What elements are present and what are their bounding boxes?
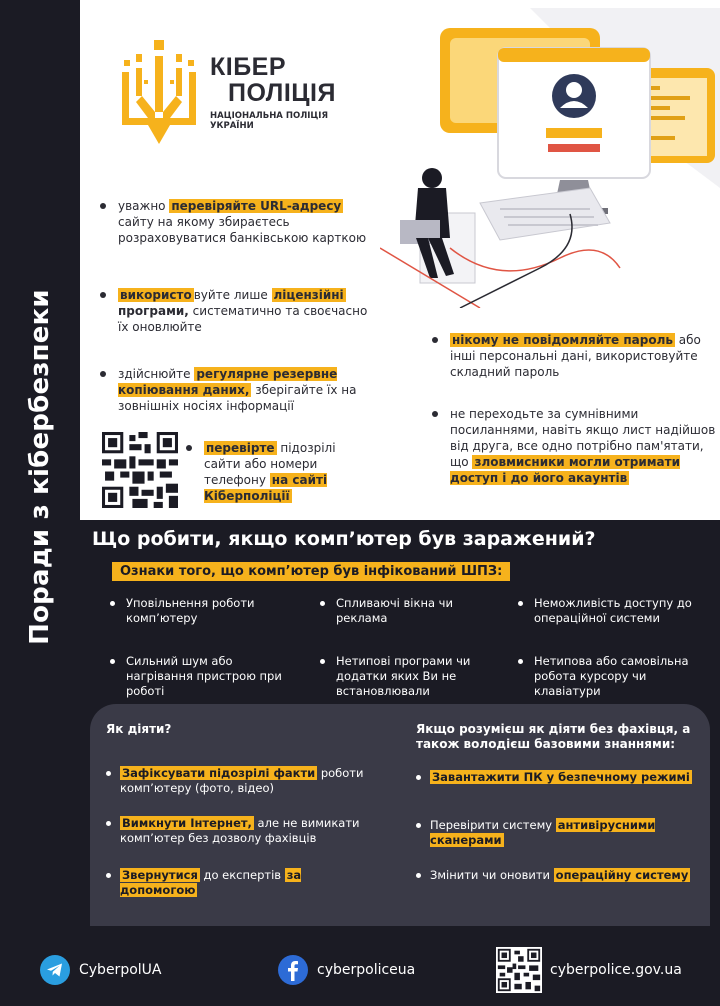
bullet-icon <box>320 659 325 664</box>
sign-item: Нетипові програми чи додатки яких Ви не встановлювали <box>320 654 495 699</box>
trident-logo-icon <box>118 40 200 144</box>
website-url: cyberpolice.gov.ua <box>550 962 682 978</box>
sign-item: Спливаючі вікна чи реклама <box>320 596 495 626</box>
facebook-link[interactable] <box>278 952 415 988</box>
logo-wordmark <box>210 54 340 131</box>
tip-suspicious-links: не переходьте за сумнівними посиланнями, навіть якщо лист надійшов від друга, все одно потрібно пам'ятати, що зловмисники могли отримати доступ і до його акаунтів <box>432 406 717 486</box>
logo-subtitle: НАЦІОНАЛЬНА ПОЛІЦІЯ УКРАЇНИ <box>210 111 329 131</box>
logo-line-1: КІБЕР <box>210 53 287 81</box>
tip-password: нікому не повідомляйте пароль або інші персональні дані, використовуйте складний пароль <box>432 332 712 380</box>
qr-code-icon <box>102 432 178 508</box>
sign-item: Нетипова або самовільна робота курсору чи клавіатури <box>518 654 693 699</box>
telegram-link[interactable] <box>40 952 161 988</box>
bullet-icon <box>518 601 523 606</box>
bullet-icon <box>106 771 111 776</box>
bullet-icon <box>100 292 106 298</box>
bullet-icon <box>432 337 438 343</box>
signs-banner: Ознаки того, що комп’ютер був інфікований ШПЗ: <box>112 562 510 581</box>
infected-section <box>80 520 720 934</box>
bullet-icon <box>100 203 106 209</box>
qr-code-icon <box>496 947 542 993</box>
bullet-icon <box>100 371 106 377</box>
telegram-handle: CyberpolUA <box>79 962 162 978</box>
tip-check-url: уважно перевіряйте URL-адресу сайту на якому збираєтесь розраховуватися банківською карткою <box>100 198 370 246</box>
hacker-illustration <box>380 8 720 308</box>
bullet-icon <box>186 445 192 451</box>
action-item: Завантажити ПК у безпечному режимі <box>416 770 696 785</box>
tips-section <box>80 0 720 520</box>
tip-licensed-software: використо вуйте лише ліцензійні програми, систематично та своєчасно їх оновлюйте <box>100 287 370 335</box>
bullet-icon <box>106 821 111 826</box>
logo-line-2: ПОЛІЦІЯ <box>228 79 336 107</box>
bullet-icon <box>110 659 115 664</box>
website-link[interactable] <box>496 947 682 993</box>
tip-verify-sites: перевірте підозрілі сайти або номери телефону на сайті Кіберполіції <box>186 440 336 504</box>
telegram-icon <box>40 955 70 985</box>
bullet-icon <box>416 823 421 828</box>
facebook-handle: cyberpoliceua <box>317 962 416 978</box>
tip-backup: здійснюйте регулярне резервне копіювання даних, зберігайте їх на зовнішніх носіях інформації <box>100 366 370 414</box>
bullet-icon <box>416 873 421 878</box>
sidebar <box>0 0 80 934</box>
bullet-icon <box>432 411 438 417</box>
actions-right-title: Якщо розумієш як діяти без фахівця, а також володієш базовими знаннями: <box>416 722 691 751</box>
cyberpolice-logo <box>118 40 368 150</box>
action-item: Перевірити систему антивірусними сканерами <box>416 818 696 848</box>
action-item: Змінити чи оновити операційну систему <box>416 868 696 883</box>
footer <box>0 934 720 1006</box>
bullet-icon <box>106 873 111 878</box>
infected-title: Що робити, якщо комп’ютер був заражений? <box>92 528 596 550</box>
sign-item: Неможливість доступу до операційної системи <box>518 596 693 626</box>
bullet-icon <box>416 775 421 780</box>
action-item: Вимкнути Інтернет, але не вимикати комп’ютер без дозволу фахівців <box>106 816 366 846</box>
sign-item: Сильний шум або нагрівання пристрою при роботі <box>110 654 285 699</box>
bullet-icon <box>518 659 523 664</box>
sign-item: Уповільнення роботи комп’ютеру <box>110 596 285 626</box>
sidebar-title: Поради з кібербезпеки <box>25 289 55 645</box>
actions-panel <box>90 704 710 926</box>
actions-left-title: Як діяти? <box>106 722 172 736</box>
action-item: Зафіксувати підозрілі факти роботи комп’ютеру (фото, відео) <box>106 766 366 796</box>
bullet-icon <box>320 601 325 606</box>
facebook-icon <box>278 955 308 985</box>
action-item: Звернутися до експертів за допомогою <box>106 868 366 898</box>
bullet-icon <box>110 601 115 606</box>
